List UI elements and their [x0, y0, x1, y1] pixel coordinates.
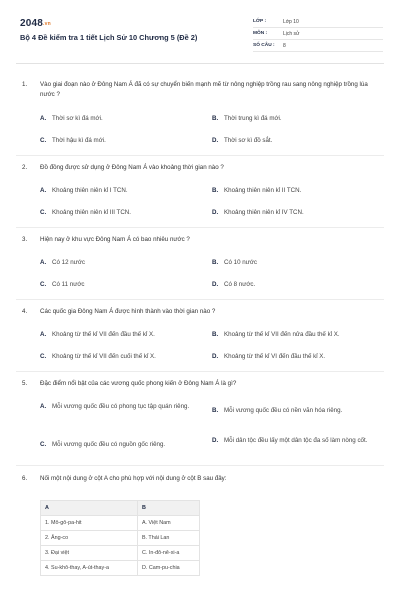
- option-text: Thời hậu kì đá mới.: [52, 137, 106, 144]
- option-text: Có 10 nước: [224, 259, 257, 266]
- info-value: Lịch sử: [283, 30, 300, 37]
- column-a-cell: 3. Đại việt: [41, 546, 138, 561]
- question-number: 3.: [22, 236, 28, 243]
- exam-title: Bộ 4 Đề kiểm tra 1 tiết Lịch Sử 10 Chương 5 (Đề 2): [20, 33, 198, 42]
- option-letter: D.: [212, 437, 219, 444]
- option-text: Mỗi dân tộc đều lấy một dân tộc đa số làm nòng cốt.: [224, 437, 368, 444]
- info-row-class: [253, 16, 383, 28]
- info-label: MÔN :: [253, 31, 268, 36]
- option-letter: D.: [212, 353, 219, 360]
- option-text: Mỗi vương quốc đều có nền văn hóa riêng.: [224, 407, 343, 414]
- question-3: [22, 235, 382, 245]
- option-text: Khoảng thiên niên kỉ I TCN.: [52, 187, 128, 194]
- option-text: Khoảng thiên niên kỉ II TCN.: [224, 187, 302, 194]
- answer-option-c[interactable]: [40, 136, 205, 146]
- option-letter: D.: [212, 209, 219, 216]
- option-letter: A.: [40, 331, 47, 338]
- option-text: Thời trung kì đá mới.: [224, 115, 282, 122]
- table-row: [41, 531, 200, 546]
- matching-table: [40, 500, 200, 576]
- question-text: Các quốc gia Đông Nam Á được hình thành vào thời gian nào ?: [40, 308, 216, 315]
- info-value: Lớp 10: [283, 18, 299, 25]
- question-number: 5.: [22, 380, 28, 387]
- option-letter: B.: [212, 259, 219, 266]
- answer-option-a[interactable]: [40, 114, 205, 124]
- table-header-row: [41, 501, 200, 516]
- column-a-header: A: [41, 501, 138, 516]
- option-letter: D.: [212, 281, 219, 288]
- table-row: [41, 561, 200, 576]
- question-divider: [16, 465, 384, 466]
- option-text: Khoảng thiên niên kỉ IV TCN.: [224, 209, 304, 216]
- header-divider: [16, 63, 384, 64]
- option-letter: B.: [212, 331, 219, 338]
- question-divider: [16, 155, 384, 156]
- option-text: Khoảng từ thế kỉ VI đến đầu thế kỉ X.: [224, 353, 326, 360]
- question-4: [22, 307, 382, 317]
- question-number: 2.: [22, 164, 28, 171]
- logo-suffix: .vn: [43, 21, 51, 27]
- info-label: SỐ CÂU :: [253, 43, 275, 48]
- answer-option-b[interactable]: [212, 186, 377, 196]
- answer-option-c[interactable]: [40, 440, 205, 450]
- option-text: Mỗi vương quốc đều có phong tục tập quán riêng.: [52, 403, 190, 410]
- info-row-count: [253, 40, 383, 52]
- option-text: Có 8 nước.: [224, 281, 256, 288]
- answer-option-d[interactable]: [212, 352, 377, 362]
- column-b-cell: D. Cam-pu-chia: [137, 561, 199, 576]
- option-text: Thời sơ kì đồ sắt.: [224, 137, 273, 144]
- logo-text: 2048: [20, 18, 44, 29]
- answer-option-d[interactable]: [212, 208, 377, 218]
- question-number: 1.: [22, 81, 28, 88]
- answer-option-b[interactable]: [212, 406, 377, 416]
- option-text: Khoảng từ thế kỉ VII đến cuối thế kỉ X.: [52, 353, 156, 360]
- question-divider: [16, 227, 384, 228]
- info-value: 8: [283, 42, 286, 49]
- question-number: 4.: [22, 308, 28, 315]
- question-6: [22, 474, 382, 484]
- question-text: Đồ đồng được sử dụng ở Đông Nam Á vào khoảng thời gian nào ?: [40, 164, 224, 171]
- option-letter: B.: [212, 407, 219, 414]
- column-b-cell: C. In-đô-nê-xi-a: [137, 546, 199, 561]
- question-divider: [16, 371, 384, 372]
- answer-option-b[interactable]: [212, 114, 377, 124]
- answer-option-d[interactable]: [212, 280, 377, 290]
- option-letter: C.: [40, 353, 47, 360]
- column-a-cell: 2. Ăng-co: [41, 531, 138, 546]
- option-text: Khoảng thiên niên kỉ III TCN.: [52, 209, 131, 216]
- question-1: [22, 80, 382, 99]
- info-label: LỚP :: [253, 19, 267, 24]
- option-text: Có 12 nước: [52, 259, 85, 266]
- question-text: Hiện nay ở khu vực Đông Nam Á có bao nhiêu nước ?: [40, 236, 190, 243]
- info-row-subject: [253, 28, 383, 40]
- column-a-cell: 4. Su-khô-thay, A-út-thay-a: [41, 561, 138, 576]
- answer-option-c[interactable]: [40, 208, 205, 218]
- question-divider: [16, 299, 384, 300]
- option-letter: C.: [40, 281, 47, 288]
- question-number: 6.: [22, 475, 28, 482]
- option-letter: B.: [212, 115, 219, 122]
- column-b-header: B: [137, 501, 199, 516]
- table-row: [41, 546, 200, 561]
- answer-option-b[interactable]: [212, 258, 377, 268]
- option-text: Khoảng từ thế kỉ VII đến đầu thế kỉ X.: [52, 331, 155, 338]
- option-letter: C.: [40, 441, 47, 448]
- table-row: [41, 516, 200, 531]
- answer-option-b[interactable]: [212, 330, 377, 340]
- option-letter: C.: [40, 209, 47, 216]
- question-5: [22, 379, 382, 389]
- question-2: [22, 163, 382, 173]
- column-b-cell: B. Thái Lan: [137, 531, 199, 546]
- answer-option-a[interactable]: [40, 258, 205, 268]
- option-text: Có 11 nước: [52, 281, 85, 288]
- question-text: Vào giai đoạn nào ở Đông Nam Á đã có sự chuyển biến mạnh mẽ từ nông nghiệp trồng rau sang nông nghiệp trồng lúa nước ?: [40, 81, 368, 98]
- option-letter: A.: [40, 403, 47, 410]
- site-logo[interactable]: [20, 18, 51, 29]
- column-a-cell: 1. Mô-gô-pa-hit: [41, 516, 138, 531]
- column-b-cell: A. Việt Nam: [137, 516, 199, 531]
- option-letter: A.: [40, 259, 47, 266]
- option-text: Mỗi vương quốc đều có nguồn gốc riêng.: [52, 441, 166, 448]
- option-letter: C.: [40, 137, 47, 144]
- exam-info-panel: [253, 16, 383, 52]
- option-letter: A.: [40, 115, 47, 122]
- answer-option-a[interactable]: [40, 402, 205, 412]
- option-letter: B.: [212, 187, 219, 194]
- answer-option-a[interactable]: [40, 186, 205, 196]
- option-text: Thời sơ kì đá mới.: [52, 115, 103, 122]
- answer-option-c[interactable]: [40, 352, 205, 362]
- answer-option-a[interactable]: [40, 330, 205, 340]
- question-text: Đặc điểm nổi bật của các vương quốc phong kiến ở Đông Nam Á là gì?: [40, 380, 237, 387]
- option-letter: A.: [40, 187, 47, 194]
- answer-option-d[interactable]: [212, 136, 377, 146]
- answer-option-d[interactable]: [212, 436, 377, 446]
- question-text: Nối một nội dung ở cột A cho phù hợp với nội dung ở cột B sau đây:: [40, 475, 227, 482]
- answer-option-c[interactable]: [40, 280, 205, 290]
- option-letter: D.: [212, 137, 219, 144]
- option-text: Khoảng từ thế kỉ VII đến nửa đầu thế kỉ X.: [224, 331, 340, 338]
